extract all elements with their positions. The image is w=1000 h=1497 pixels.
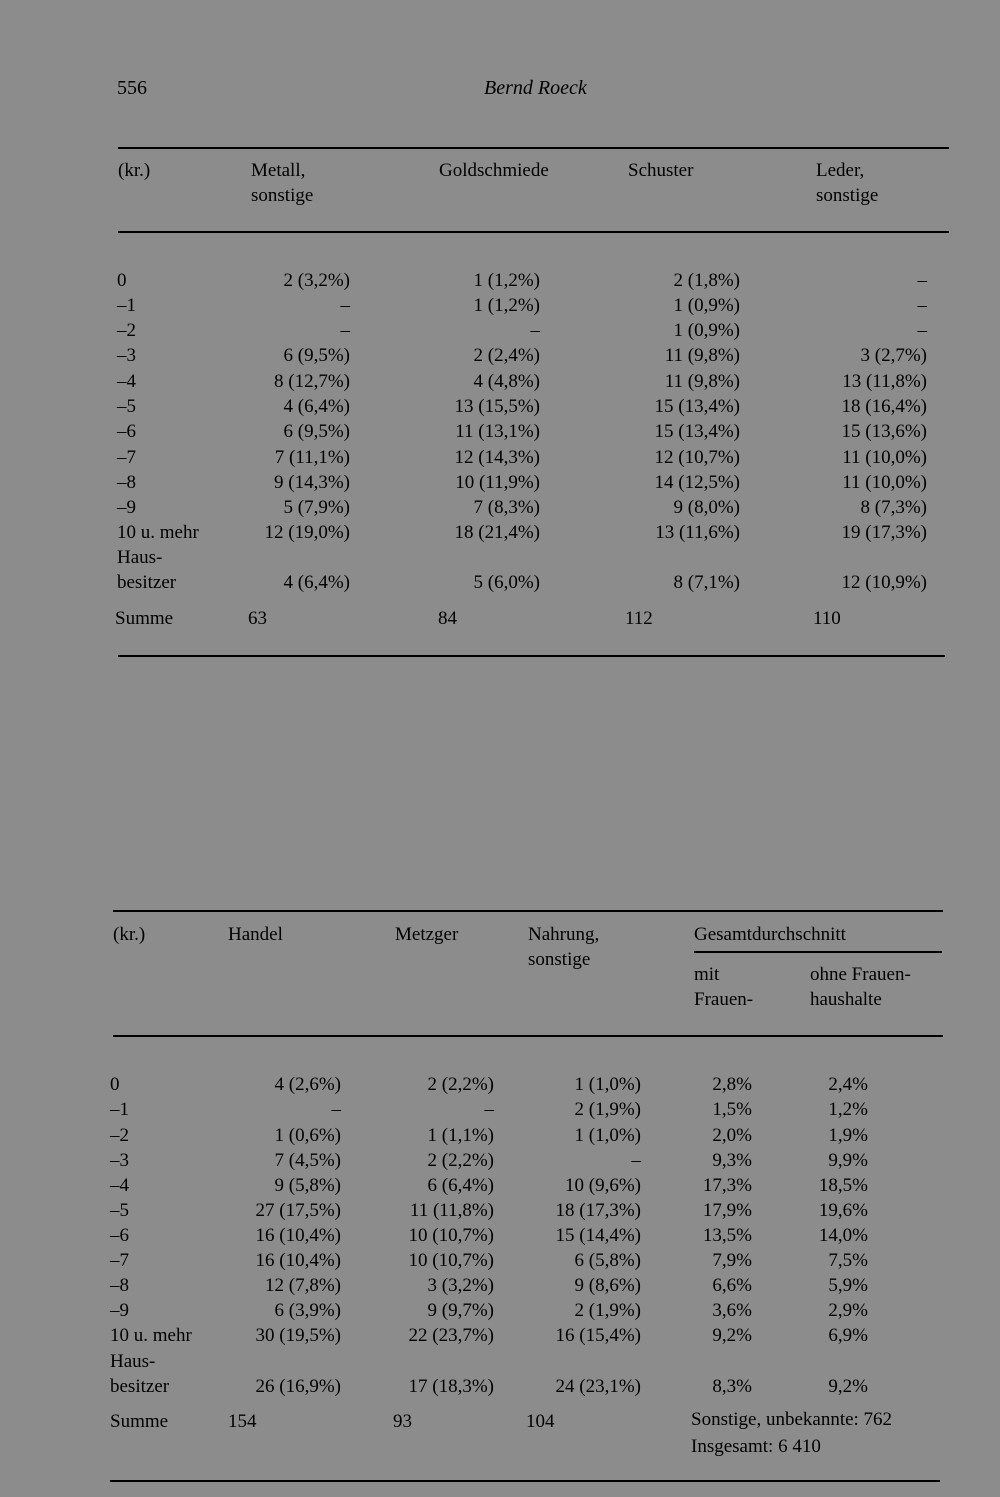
cell-c4b: 1,2% <box>828 1099 868 1120</box>
row-label: besitzer <box>117 572 177 593</box>
col-header-handel: Handel <box>228 924 283 945</box>
row-label: –1 <box>110 1099 129 1120</box>
cell-c3: 15 (13,4%) <box>654 421 740 442</box>
cell-c2: 1 (1,2%) <box>473 295 540 316</box>
row-label: –8 <box>110 1275 129 1296</box>
cell-c2: – <box>530 320 540 341</box>
cell-c1: 27 (17,5%) <box>255 1200 341 1221</box>
cell-c1: 9 (5,8%) <box>274 1175 341 1196</box>
cell-c3: 11 (9,8%) <box>664 345 740 366</box>
cell-c2: 1 (1,1%) <box>427 1125 494 1146</box>
table-2-top-rule <box>113 910 943 912</box>
cell-c2: 12 (14,3%) <box>454 447 540 468</box>
cell-c1: – <box>340 320 350 341</box>
sum-metzger: 93 <box>393 1411 412 1432</box>
cell-c4: 11 (10,0%) <box>842 472 927 493</box>
cell-c3: 11 (9,8%) <box>664 371 740 392</box>
running-head-author: Bernd Roeck <box>484 77 587 99</box>
col-header-mit-1: mit <box>694 964 720 985</box>
row-label: –4 <box>110 1175 129 1196</box>
col-header-metzger: Metzger <box>395 924 459 945</box>
cell-c3: 2 (1,9%) <box>574 1300 641 1321</box>
row-label: 10 u. mehr <box>117 522 199 543</box>
cell-c2: 7 (8,3%) <box>473 497 540 518</box>
cell-c1: 6 (9,5%) <box>283 421 350 442</box>
row-label: –6 <box>110 1225 129 1246</box>
cell-c4: 19 (17,3%) <box>841 522 927 543</box>
cell-c3: 1 (1,0%) <box>574 1125 641 1146</box>
sum-goldschmiede: 84 <box>438 608 457 629</box>
row-label: –7 <box>117 447 136 468</box>
cell-c2: 10 (11,9%) <box>455 472 540 493</box>
cell-c4a: 9,2% <box>712 1325 752 1346</box>
cell-c4: 11 (10,0%) <box>842 447 927 468</box>
cell-c4b: 9,9% <box>828 1150 868 1171</box>
cell-c1: 4 (6,4%) <box>283 396 350 417</box>
cell-c3: 8 (7,1%) <box>673 572 740 593</box>
cell-c2: 6 (6,4%) <box>427 1175 494 1196</box>
cell-c4b: 9,2% <box>828 1376 868 1397</box>
cell-c2: 11 (11,8%) <box>409 1200 494 1221</box>
cell-c4: 12 (10,9%) <box>841 572 927 593</box>
cell-c2: 5 (6,0%) <box>473 572 540 593</box>
cell-c2: 2 (2,2%) <box>427 1150 494 1171</box>
table-2-header-rule <box>113 1035 943 1037</box>
page-number: 556 <box>117 77 147 99</box>
col-header-kr: (kr.) <box>118 160 151 181</box>
col-header-metall-1: Metall, <box>251 160 306 181</box>
col-header-nahrung-1: Nahrung, <box>528 924 600 945</box>
table-1-header-rule <box>118 231 949 233</box>
row-label: –9 <box>110 1300 129 1321</box>
sum-note-insgesamt: Insgesamt: 6 410 <box>691 1436 821 1457</box>
cell-c1: 4 (2,6%) <box>274 1074 341 1095</box>
col-header-ohne-1: ohne Frauen- <box>810 964 911 985</box>
col-header-schuster: Schuster <box>628 160 694 181</box>
cell-c1: 12 (7,8%) <box>265 1275 341 1296</box>
col-header-nahrung-2: sonstige <box>528 949 591 970</box>
cell-c2: 17 (18,3%) <box>408 1376 494 1397</box>
sum-label: Summe <box>115 608 174 629</box>
cell-c1: 1 (0,6%) <box>274 1125 341 1146</box>
cell-c1: 7 (11,1%) <box>274 447 350 468</box>
cell-c4a: 13,5% <box>702 1225 752 1246</box>
cell-c4: – <box>917 295 927 316</box>
cell-c2: – <box>484 1099 494 1120</box>
col-header-gesamtdurchschnitt: Gesamtdurchschnitt <box>694 924 846 945</box>
sum-nahrung: 104 <box>526 1411 555 1432</box>
cell-c4b: 18,5% <box>818 1175 868 1196</box>
cell-c4b: 19,6% <box>818 1200 868 1221</box>
cell-c3: 13 (11,6%) <box>655 522 740 543</box>
row-label: –2 <box>117 320 136 341</box>
row-label: –6 <box>117 421 136 442</box>
cell-c2: 11 (13,1%) <box>455 421 540 442</box>
cell-c1: 12 (19,0%) <box>264 522 350 543</box>
cell-c4b: 7,5% <box>828 1250 868 1271</box>
cell-c1: 16 (10,4%) <box>255 1250 341 1271</box>
cell-c1: 9 (14,3%) <box>274 472 350 493</box>
cell-c1: 2 (3,2%) <box>283 270 350 291</box>
cell-c3: 18 (17,3%) <box>555 1200 641 1221</box>
cell-c4a: 9,3% <box>712 1150 752 1171</box>
sum-label: Summe <box>110 1411 169 1432</box>
cell-c4a: 17,3% <box>702 1175 752 1196</box>
cell-c1: – <box>340 295 350 316</box>
cell-c4b: 6,9% <box>828 1325 868 1346</box>
cell-c3: – <box>631 1150 641 1171</box>
row-label: –8 <box>117 472 136 493</box>
sum-schuster: 112 <box>625 608 653 629</box>
cell-c1: 30 (19,5%) <box>255 1325 341 1346</box>
cell-c4: 3 (2,7%) <box>860 345 927 366</box>
cell-c4a: 3,6% <box>712 1300 752 1321</box>
cell-c3: 2 (1,8%) <box>673 270 740 291</box>
cell-c4b: 2,9% <box>828 1300 868 1321</box>
row-label: besitzer <box>110 1376 170 1397</box>
cell-c3: 15 (14,4%) <box>555 1225 641 1246</box>
table-1-top-rule <box>118 147 949 149</box>
cell-c1: 8 (12,7%) <box>274 371 350 392</box>
cell-c4: – <box>917 320 927 341</box>
cell-c3: 16 (15,4%) <box>555 1325 641 1346</box>
row-label: –7 <box>110 1250 129 1271</box>
cell-c4a: 1,5% <box>712 1099 752 1120</box>
cell-c3: 1 (0,9%) <box>673 295 740 316</box>
cell-c2: 1 (1,2%) <box>473 270 540 291</box>
cell-c1: 26 (16,9%) <box>255 1376 341 1397</box>
row-label: –9 <box>117 497 136 518</box>
row-label: –2 <box>110 1125 129 1146</box>
cell-c4: 8 (7,3%) <box>860 497 927 518</box>
cell-c3: 14 (12,5%) <box>654 472 740 493</box>
cell-c2: 3 (3,2%) <box>427 1275 494 1296</box>
cell-c4b: 1,9% <box>828 1125 868 1146</box>
cell-c3: 6 (5,8%) <box>574 1250 641 1271</box>
cell-c2: 2 (2,4%) <box>473 345 540 366</box>
col-header-mit-2: Frauen- <box>694 989 754 1010</box>
cell-c2: 9 (9,7%) <box>427 1300 494 1321</box>
cell-c4b: 2,4% <box>828 1074 868 1095</box>
row-label: –5 <box>117 396 136 417</box>
cell-c1: 6 (3,9%) <box>274 1300 341 1321</box>
cell-c2: 10 (10,7%) <box>408 1225 494 1246</box>
cell-c2: 2 (2,2%) <box>427 1074 494 1095</box>
cell-c2: 13 (15,5%) <box>454 396 540 417</box>
row-label: Haus- <box>110 1351 156 1372</box>
cell-c4a: 7,9% <box>712 1250 752 1271</box>
cell-c3: 24 (23,1%) <box>555 1376 641 1397</box>
cell-c3: 1 (1,0%) <box>574 1074 641 1095</box>
cell-c3: 10 (9,6%) <box>565 1175 641 1196</box>
cell-c1: 5 (7,9%) <box>283 497 350 518</box>
table-1-bottom-rule <box>118 655 945 657</box>
cell-c3: 1 (0,9%) <box>673 320 740 341</box>
table-2-bottom-rule <box>110 1480 940 1482</box>
cell-c1: 7 (4,5%) <box>274 1150 341 1171</box>
cell-c2: 10 (10,7%) <box>408 1250 494 1271</box>
cell-c1: 16 (10,4%) <box>255 1225 341 1246</box>
row-label: –4 <box>117 371 136 392</box>
cell-c4: 13 (11,8%) <box>842 371 927 392</box>
cell-c3: 9 (8,6%) <box>574 1275 641 1296</box>
row-label: 0 <box>110 1074 120 1095</box>
cell-c4: 18 (16,4%) <box>841 396 927 417</box>
row-label: 10 u. mehr <box>110 1325 192 1346</box>
col-header-goldschmiede: Goldschmiede <box>439 160 549 181</box>
col-header-leder-1: Leder, <box>816 160 865 181</box>
cell-c3: 9 (8,0%) <box>673 497 740 518</box>
group-header-rule <box>694 951 942 953</box>
cell-c3: 2 (1,9%) <box>574 1099 641 1120</box>
row-label: Haus- <box>117 547 163 568</box>
cell-c4a: 2,8% <box>712 1074 752 1095</box>
sum-handel: 154 <box>228 1411 257 1432</box>
col-header-metall-2: sonstige <box>251 185 314 206</box>
cell-c4b: 5,9% <box>828 1275 868 1296</box>
cell-c3: 12 (10,7%) <box>654 447 740 468</box>
cell-c1: – <box>331 1099 341 1120</box>
sum-metall: 63 <box>248 608 267 629</box>
sum-note-sonstige: Sonstige, unbekannte: 762 <box>691 1409 893 1430</box>
cell-c4a: 8,3% <box>712 1376 752 1397</box>
col-header-leder-2: sonstige <box>816 185 879 206</box>
cell-c3: 15 (13,4%) <box>654 396 740 417</box>
row-label: –3 <box>117 345 136 366</box>
row-label: –3 <box>110 1150 129 1171</box>
cell-c4b: 14,0% <box>818 1225 868 1246</box>
cell-c4: 15 (13,6%) <box>841 421 927 442</box>
sum-leder: 110 <box>813 608 841 629</box>
cell-c1: 6 (9,5%) <box>283 345 350 366</box>
col-header-kr: (kr.) <box>113 924 146 945</box>
row-label: 0 <box>117 270 127 291</box>
cell-c4a: 2,0% <box>712 1125 752 1146</box>
row-label: –5 <box>110 1200 129 1221</box>
cell-c4a: 17,9% <box>702 1200 752 1221</box>
cell-c4a: 6,6% <box>712 1275 752 1296</box>
row-label: –1 <box>117 295 136 316</box>
cell-c1: 4 (6,4%) <box>283 572 350 593</box>
col-header-ohne-2: haushalte <box>810 989 882 1010</box>
cell-c2: 4 (4,8%) <box>473 371 540 392</box>
cell-c2: 18 (21,4%) <box>454 522 540 543</box>
cell-c2: 22 (23,7%) <box>408 1325 494 1346</box>
cell-c4: – <box>917 270 927 291</box>
